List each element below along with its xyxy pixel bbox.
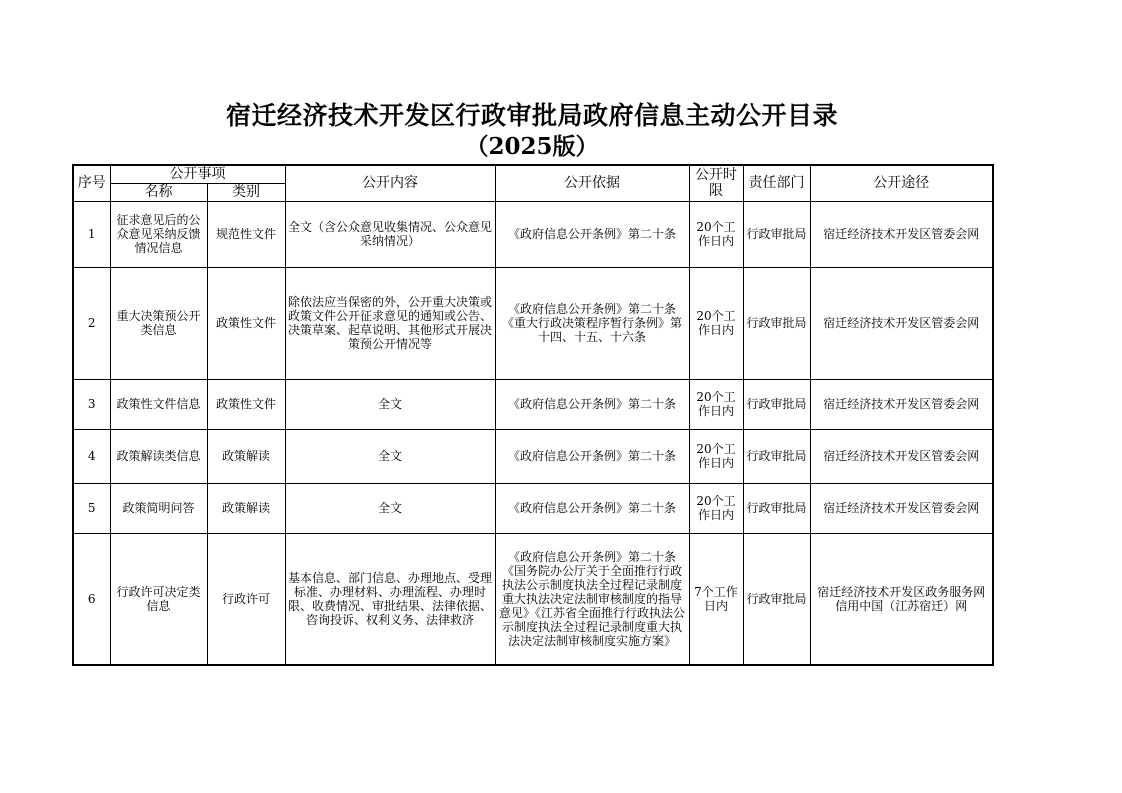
row-basis: 《政府信息公开条例》第二十条 bbox=[495, 483, 689, 533]
document-title: 宿迁经济技术开发区行政审批局政府信息主动公开目录 bbox=[225, 101, 838, 130]
row-channel-cell bbox=[810, 533, 993, 665]
row-seq: 1 bbox=[73, 201, 110, 267]
row-time-limit: 20个工作日内 bbox=[689, 379, 743, 429]
row-time-limit: 20个工作日内 bbox=[689, 201, 743, 267]
row-name: 行政许可决定类信息 bbox=[110, 533, 207, 665]
table-row bbox=[73, 429, 993, 483]
table-row bbox=[73, 379, 993, 429]
row-seq: 4 bbox=[73, 429, 110, 483]
row-time-limit: 20个工作日内 bbox=[689, 429, 743, 483]
row-department: 行政审批局 bbox=[743, 483, 810, 533]
row-basis: 《政府信息公开条例》第二十条《重大行政决策程序暂行条例》第十四、十五、十六条 bbox=[495, 267, 689, 379]
row-time-limit: 20个工作日内 bbox=[689, 483, 743, 533]
table-row bbox=[73, 533, 993, 665]
row-category: 规范性文件 bbox=[207, 201, 285, 267]
row-department: 行政审批局 bbox=[743, 267, 810, 379]
row-seq: 5 bbox=[73, 483, 110, 533]
row-channel: 宿迁经济技术开发区管委会网 bbox=[810, 201, 993, 267]
row-content: 全文 bbox=[285, 379, 495, 429]
header-time-limit: 公开时限 bbox=[689, 165, 743, 201]
row-time-limit: 20个工作日内 bbox=[689, 267, 743, 379]
row-seq: 3 bbox=[73, 379, 110, 429]
header-content: 公开内容 bbox=[285, 165, 495, 201]
row-category: 行政许可 bbox=[207, 533, 285, 665]
row-channel: 宿迁经济技术开发区管委会网 bbox=[810, 267, 993, 379]
row-channel: 宿迁经济技术开发区管委会网 bbox=[810, 429, 993, 483]
row-seq: 2 bbox=[73, 267, 110, 379]
row-content: 基本信息、部门信息、办理地点、受理标准、办理材料、办理流程、办理时限、收费情况、审批结果、法律依据、咨询投诉、权利义务、法律救济 bbox=[285, 533, 495, 665]
row-time-limit: 7个工作日内 bbox=[689, 533, 743, 665]
row-name: 政策解读类信息 bbox=[110, 429, 207, 483]
row-category: 政策解读 bbox=[207, 483, 285, 533]
disclosure-directory-table bbox=[72, 164, 994, 666]
row-basis: 《政府信息公开条例》第二十条 bbox=[495, 379, 689, 429]
header-item-group: 公开事项 bbox=[110, 165, 285, 183]
row-name: 征求意见后的公众意见采纳反馈情况信息 bbox=[110, 201, 207, 267]
table-row bbox=[73, 201, 993, 267]
row-content: 除依法应当保密的外，公开重大决策或政策文件公开征求意见的通知或公告、决策草案、起草说明、其他形式开展决策预公开情况等 bbox=[285, 267, 495, 379]
header-name: 名称 bbox=[110, 183, 207, 201]
row-name: 政策性文件信息 bbox=[110, 379, 207, 429]
row-category: 政策性文件 bbox=[207, 379, 285, 429]
row-channel: 宿迁经济技术开发区管委会网 bbox=[810, 483, 993, 533]
header-channel: 公开途径 bbox=[810, 165, 993, 201]
row-channel: 宿迁经济技术开发区管委会网 bbox=[810, 379, 993, 429]
row-department: 行政审批局 bbox=[743, 201, 810, 267]
row-basis: 《政府信息公开条例》第二十条 bbox=[495, 201, 689, 267]
header-category: 类别 bbox=[207, 183, 285, 201]
document-edition: （2025版） bbox=[465, 133, 599, 160]
row-name: 重大决策预公开类信息 bbox=[110, 267, 207, 379]
row-content: 全文（含公众意见收集情况、公众意见采纳情况） bbox=[285, 201, 495, 267]
header-seq: 序号 bbox=[73, 165, 110, 201]
row-basis: 《政府信息公开条例》第二十条《国务院办公厅关于全面推行行政执法公示制度执法全过程记录制度重大执法决定法制审核制度的指导意见》《江苏省全面推行行政执法公示制度执法全过程记录制度重大执法决定法制审核制度实施方案》 bbox=[495, 533, 689, 665]
row-basis: 《政府信息公开条例》第二十条 bbox=[495, 429, 689, 483]
header-department: 责任部门 bbox=[743, 165, 810, 201]
row-channel-secondary: 信用中国（江苏宿迁）网 bbox=[835, 598, 968, 613]
row-department: 行政审批局 bbox=[743, 533, 810, 665]
row-seq: 6 bbox=[73, 533, 110, 665]
table-row bbox=[73, 267, 993, 379]
row-name: 政策简明问答 bbox=[110, 483, 207, 533]
row-category: 政策性文件 bbox=[207, 267, 285, 379]
table-row bbox=[73, 483, 993, 533]
header-basis: 公开依据 bbox=[495, 165, 689, 201]
row-channel-primary: 宿迁经济技术开发区政务服务网 bbox=[817, 584, 986, 599]
row-content: 全文 bbox=[285, 429, 495, 483]
row-department: 行政审批局 bbox=[743, 429, 810, 483]
row-content: 全文 bbox=[285, 483, 495, 533]
row-category: 政策解读 bbox=[207, 429, 285, 483]
row-department: 行政审批局 bbox=[743, 379, 810, 429]
